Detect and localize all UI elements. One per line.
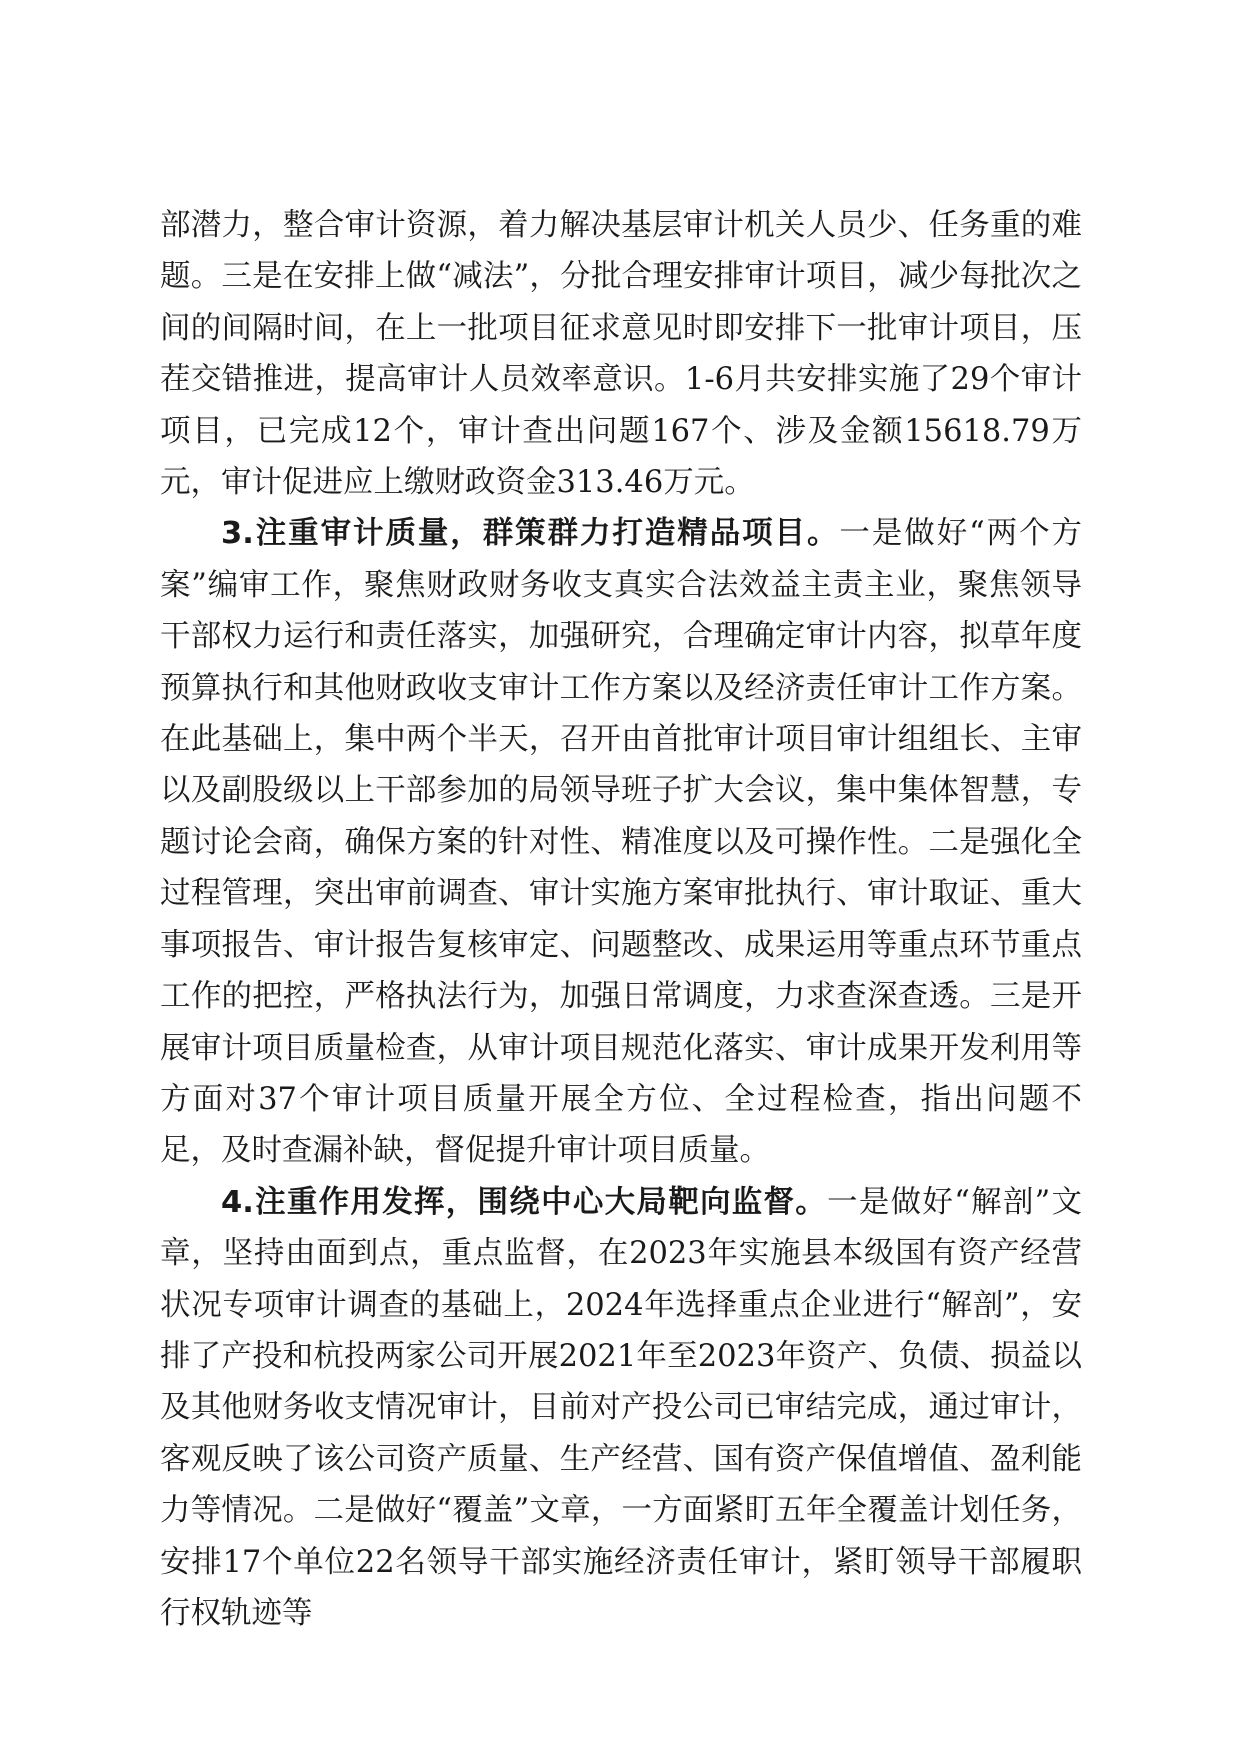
paragraph-body: 一是做好“解剖”文章，坚持由面到点，重点监督，在2023年实施县本级国有资产经营状况专项审计调查的基础上，2024年选择重点企业进行“解剖”，安排了产投和杭投两家公司开展2021年至2023年资产、负债、损益以及其他财务收支情况审计，目前对产投公司已审结完成，通过审计，客观反映了该公司资产质量、生产经营、国有资产保值增值、盈利能力等情况。二是做好“覆盖”文章，一方面紧盯五年全覆盖计划任务，安排17个单位22名领导干部实施经济责任审计，紧盯领导干部履职行权轨迹等 bbox=[160, 1184, 1083, 1631]
paragraph-audit-quality bbox=[160, 508, 1082, 1176]
document-page bbox=[160, 200, 1082, 1639]
paragraph-role-play bbox=[160, 1177, 1082, 1640]
paragraph-lead: 3.注重审计质量，群策群力打造精品项目。 bbox=[221, 516, 840, 552]
paragraph-lead: 4.注重作用发挥，围绕中心大局靶向监督。 bbox=[221, 1184, 828, 1220]
paragraph-body: 部潜力，整合审计资源，着力解决基层审计机关人员少、任务重的难题。三是在安排上做“减法”，分批合理安排审计项目，减少每批次之间的间隔时间，在上一批项目征求意见时即安排下一批审计项目，压茬交错推进，提高审计人员效率意识。1-6月共安排实施了29个审计项目，已完成12个，审计查出问题167个、涉及金额15618.79万元，审计促进应上缴财政资金313.46万元。 bbox=[160, 208, 1082, 501]
paragraph-body: 一是做好“两个方案”编审工作，聚焦财政财务收支真实合法效益主责主业，聚焦领导干部权力运行和责任落实，加强研究，合理确定审计内容，拟草年度预算执行和其他财政收支审计工作方案以及经济责任审计工作方案。在此基础上，集中两个半天，召开由首批审计项目审计组组长、主审以及副股级以上干部参加的局领导班子扩大会议，集中集体智慧，专题讨论会商，确保方案的针对性、精准度以及可操作性。二是强化全过程管理，突出审前调查、审计实施方案审批执行、审计取证、重大事项报告、审计报告复核审定、问题整改、成果运用等重点环节重点工作的把控，严格执法行为，加强日常调度，力求查深查透。三是开展审计项目质量检查，从审计项目规范化落实、审计成果开发利用等方面对37个审计项目质量开展全方位、全过程检查，指出问题不足，及时查漏补缺，督促提升审计项目质量。 bbox=[160, 516, 1083, 1169]
paragraph-continuation bbox=[160, 200, 1082, 508]
